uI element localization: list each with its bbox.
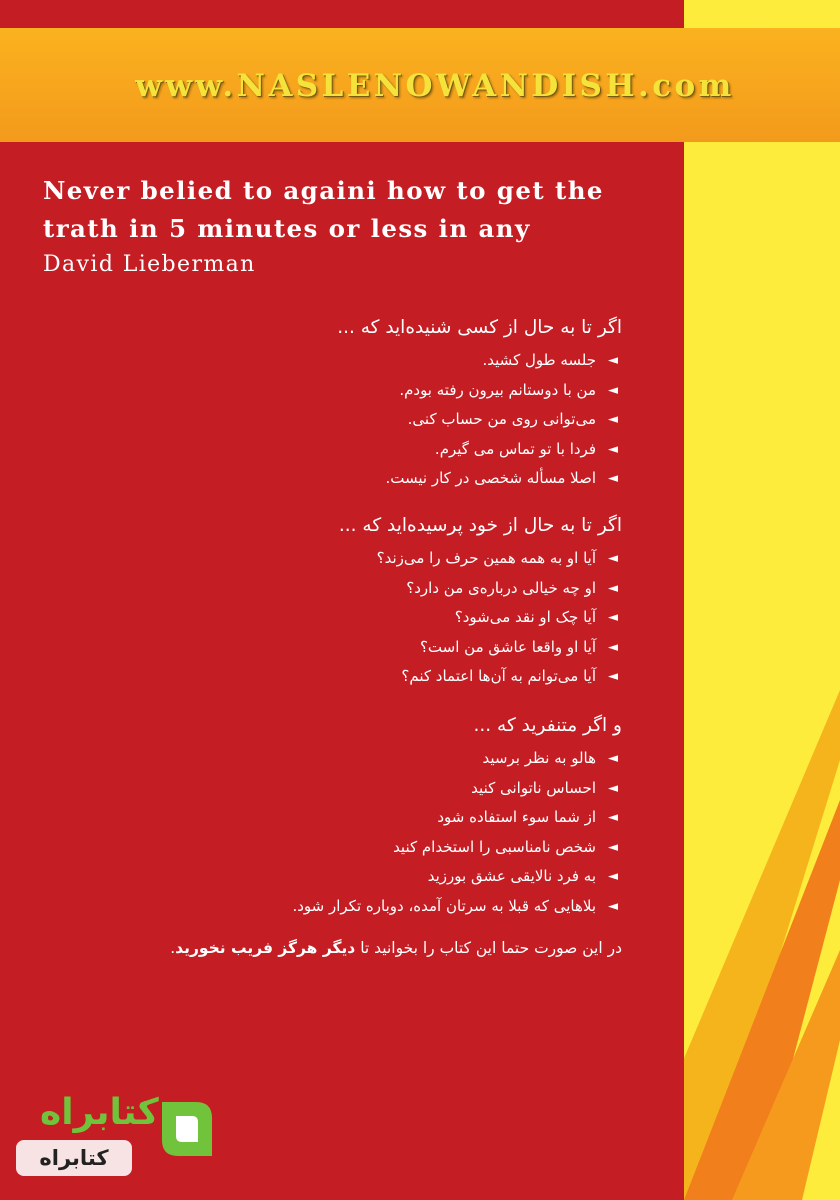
closing-prefix: در این صورت حتما این کتاب را بخوانید تا — [360, 939, 622, 957]
section-heading: اگر تا به حال از کسی شنیده‌اید که ... — [337, 317, 622, 338]
item-text: او چه خیالی درباره‌ی من دارد؟ — [406, 578, 596, 597]
list-item — [62, 574, 622, 604]
arrow-bullet-icon: ◄ — [608, 382, 618, 398]
header-banner — [0, 28, 840, 142]
item-list — [62, 744, 622, 921]
item-text: اصلا مسأله شخصی در کار نیست. — [385, 469, 596, 487]
arrow-bullet-icon: ◄ — [608, 751, 618, 766]
list-item — [62, 346, 622, 376]
list-item — [62, 405, 622, 435]
diagonal-stripes — [684, 0, 840, 1200]
arrow-bullet-icon: ◄ — [608, 580, 618, 596]
section-hate — [62, 712, 622, 921]
ketabrah-watermark — [10, 1088, 216, 1188]
closing-emphasis: دیگر هرگز فریب نخورید — [175, 939, 356, 957]
item-text: من با دوستانم بیرون رفته بودم. — [399, 380, 596, 399]
arrow-bullet-icon: ◄ — [608, 780, 618, 796]
closing-sentence — [22, 936, 622, 960]
website-url: www.NASLENOWANDISH.com — [135, 68, 735, 104]
list-item — [62, 774, 622, 804]
item-text: احساس ناتوانی کنید — [471, 778, 596, 797]
list-item — [62, 376, 622, 406]
item-text: آیا او واقعا عاشق من است؟ — [419, 637, 596, 656]
item-list — [62, 346, 622, 494]
list-item — [62, 435, 622, 465]
list-item — [62, 833, 622, 863]
list-item — [62, 803, 622, 833]
book-logo-icon — [156, 1096, 218, 1162]
item-text: بلاهایی که قبلا به سرتان آمده، دوباره تکرار شود. — [292, 896, 596, 915]
arrow-bullet-icon: ◄ — [608, 839, 618, 855]
item-text: هالو به نظر برسید — [482, 749, 596, 767]
list-item — [62, 633, 622, 663]
item-text: از شما سوء استفاده شود — [437, 808, 596, 826]
author-name: David Lieberman — [43, 252, 256, 277]
arrow-bullet-icon: ◄ — [608, 412, 618, 427]
title-line-1: Never belied to againi how to get the — [43, 176, 604, 205]
closing-suffix: . — [170, 939, 176, 957]
item-text: آیا چک او نقد می‌شود؟ — [454, 608, 596, 626]
section-heading: اگر تا به حال از خود پرسیده‌اید که ... — [338, 515, 622, 536]
arrow-bullet-icon: ◄ — [608, 610, 618, 625]
watermark-brand-text: کتابراه — [40, 1092, 159, 1133]
item-text: فردا با تو تماس می گیرم. — [434, 439, 596, 458]
watermark-brand-badge: کتابراه — [16, 1140, 132, 1176]
list-item — [62, 544, 622, 574]
item-text: می‌توانی روی من حساب کنی. — [407, 410, 596, 428]
arrow-bullet-icon: ◄ — [608, 669, 618, 684]
item-text: شخص نامناسبی را استخدام کنید — [393, 837, 596, 856]
list-item — [62, 464, 622, 494]
item-text: به فرد نالایقی عشق بورزید — [427, 867, 596, 885]
arrow-bullet-icon: ◄ — [608, 810, 618, 825]
list-item — [62, 744, 622, 774]
section-heading: و اگر متنفرید که ... — [473, 715, 622, 736]
arrow-bullet-icon: ◄ — [608, 639, 618, 655]
section-heard — [62, 314, 622, 494]
item-text: آیا می‌توانم به آن‌ها اعتماد کنم؟ — [401, 667, 596, 685]
item-text: آیا او به همه همین حرف را می‌زند؟ — [376, 549, 596, 567]
title-line-2: trath in 5 minutes or less in any — [43, 214, 531, 243]
arrow-bullet-icon: ◄ — [608, 551, 618, 566]
list-item — [62, 862, 622, 892]
list-item — [62, 892, 622, 922]
arrow-bullet-icon: ◄ — [608, 471, 618, 486]
arrow-bullet-icon: ◄ — [608, 353, 618, 368]
arrow-bullet-icon: ◄ — [608, 898, 618, 914]
item-text: جلسه طول کشید. — [482, 351, 596, 369]
arrow-bullet-icon: ◄ — [608, 869, 618, 884]
arrow-bullet-icon: ◄ — [608, 441, 618, 457]
book-title — [43, 172, 673, 248]
list-item — [62, 662, 622, 692]
list-item — [62, 603, 622, 633]
item-list — [62, 544, 622, 692]
section-asked — [62, 512, 622, 692]
